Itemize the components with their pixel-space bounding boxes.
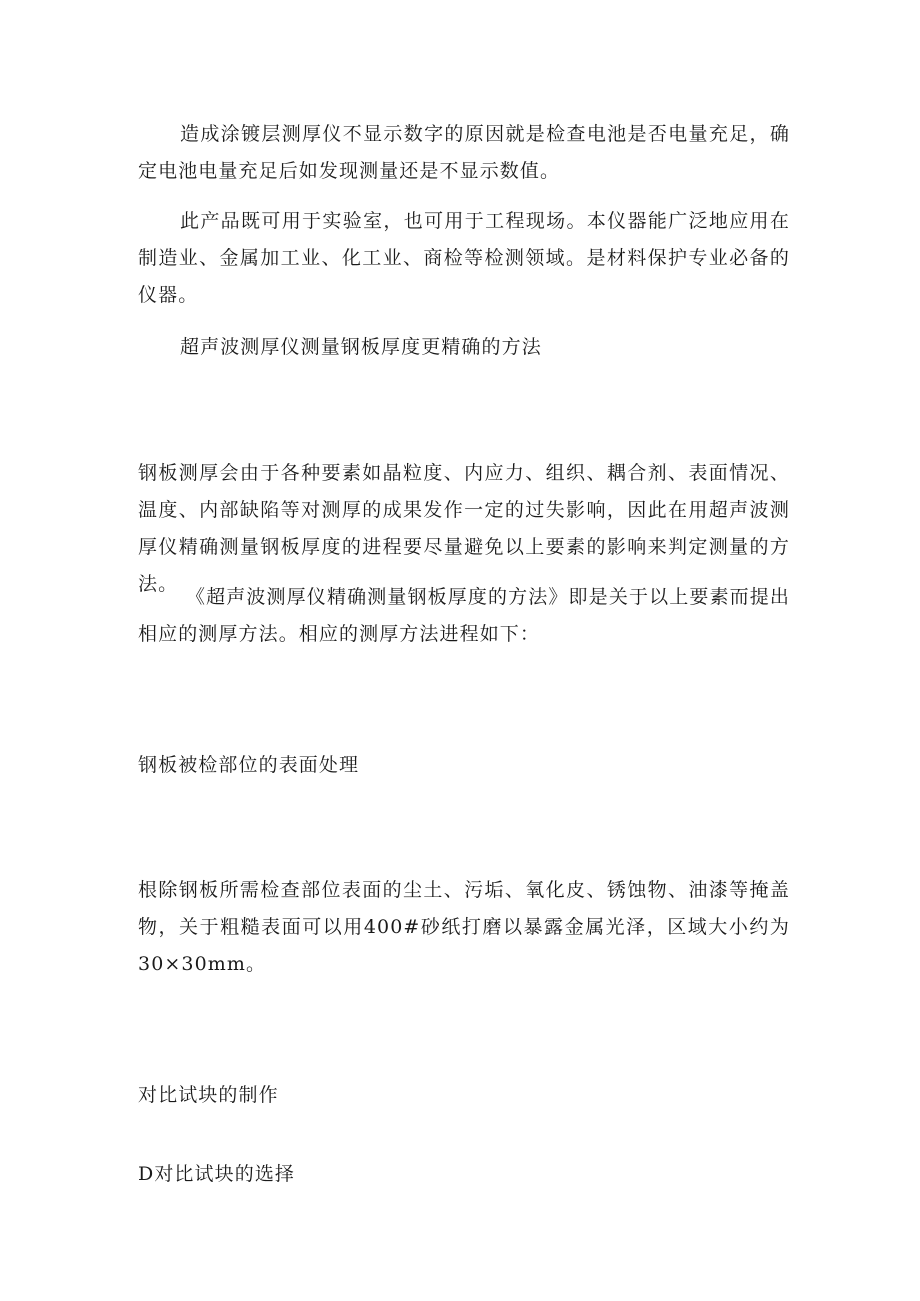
section-heading-reference-block: 对比试块的制作 bbox=[138, 1084, 279, 1106]
paragraph-method-intro: 《超声波测厚仪精确测量钢板厚度的方法》即是关于以上要素而提出相应的测厚方法。相应的测厚方法进程如下： bbox=[138, 586, 790, 645]
section-heading-surface-treatment: 钢板被检部位的表面处理 bbox=[138, 754, 360, 776]
paragraph-steel-factors: 钢板测厚会由于各种要素如晶粒度、内应力、组织、耦合剂、表面情况、温度、内部缺陷等对测厚的成果发作一定的过失影响，因此在用超声波测厚仪精确测量钢板厚度的进程要尽量避免以上要素的影响来判定测量的方法。 bbox=[138, 462, 790, 595]
paragraph-product-application: 此产品既可用于实验室，也可用于工程现场。本仪器能广泛地应用在制造业、金属加工业、化工业、商检等检测领域。是材料保护专业必备的仪器。 bbox=[138, 210, 790, 306]
paragraph-thickness-gauge-display: 造成涂镀层测厚仪不显示数字的原因就是检查电池是否电量充足，确定电池电量充足后如发现测量还是不显示数值。 bbox=[138, 123, 790, 182]
section-heading-precise-method: 超声波测厚仪测量钢板厚度更精确的方法 bbox=[180, 336, 542, 358]
section-heading-reference-block-selection: D对比试块的选择 bbox=[138, 1163, 296, 1185]
paragraph-surface-cleaning: 根除钢板所需检查部位表面的尘土、污垢、氧化皮、锈蚀物、油漆等掩盖物，关于粗糙表面可以用400#砂纸打磨以暴露金属光泽，区域大小约为30×30mm。 bbox=[138, 879, 790, 975]
